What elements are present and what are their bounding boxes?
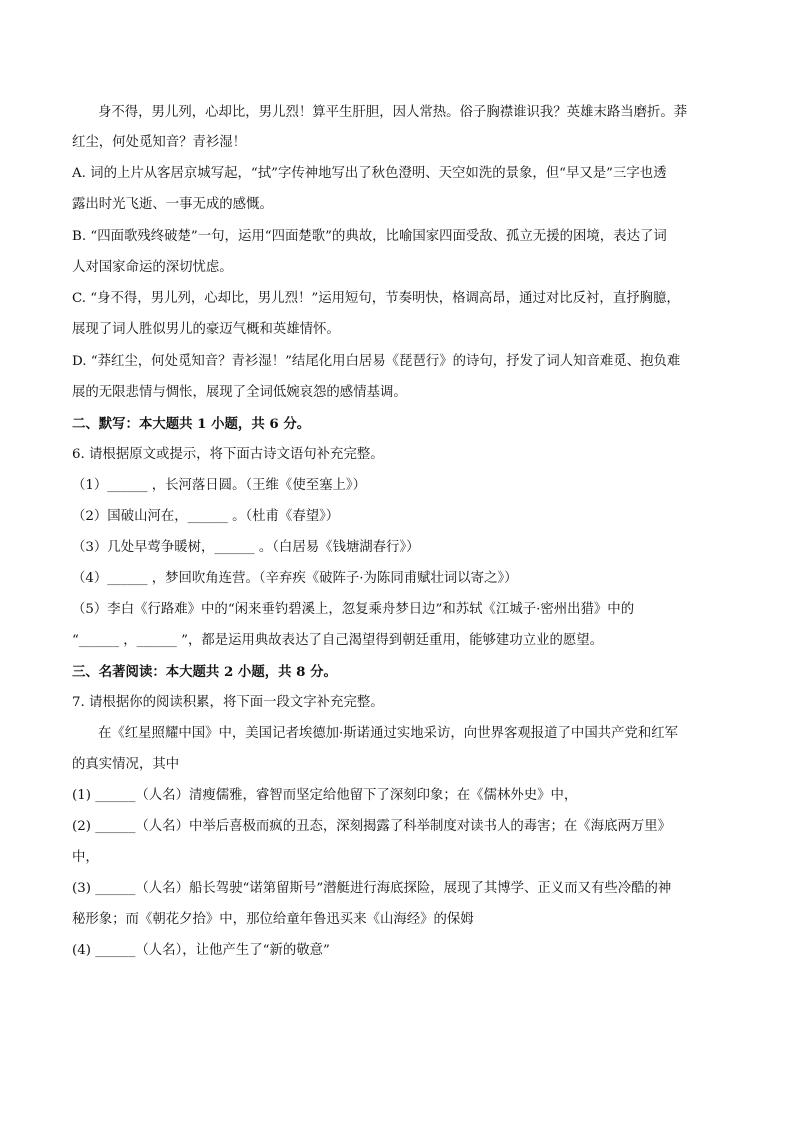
question-7-blank-2-line-1: (2) ______（人名）中举后喜极而疯的丑态，深刻揭露了科举制度对读书人的毒害；在《海底两万里》	[72, 819, 672, 834]
question-6-item-3: （3）几处早莺争暖树，______ 。（白居易《钱塘湖春行》）	[72, 540, 420, 555]
option-d-line-2: 展的无限悲情与惆怅，展现了全词低婉哀怨的感情基调。	[72, 385, 407, 400]
question-6-item-1: （1）______ ，长河落日圆。（王维《使至塞上》）	[72, 478, 366, 493]
question-7-blank-4: (4) ______（人名），让他产生了“新的敬意”	[72, 943, 330, 958]
question-7-blank-3-line-2: 秘形象；而《朝花夕拾》中，那位给童年鲁迅买来《山海经》的保姆	[72, 912, 474, 927]
option-a-line-1: A. 词的上片从客居京城写起，“拭”字传神地写出了秋色澄明、天空如洗的景象，但“早又是”三字也透	[72, 166, 667, 181]
question-6-item-5-line-1: （5）李白《行路难》中的“闲来垂钓碧溪上，忽复乘舟梦日边”和苏轼《江城子·密州出猎》中的	[72, 602, 635, 617]
question-6-item-5-line-2: “______ ，______ ”，都是运用典故表达了自己渴望得到朝廷重用，能够建功立业的愿望。	[72, 633, 604, 648]
poem-text-line-1: 身不得，男儿列，心却比，男儿烈！算平生肝胆，因人常热。俗子胸襟谁识我？英雄末路当磨折。莽	[98, 105, 688, 120]
question-6-prompt: 6. 请根据原文或提示，将下面古诗文语句补充完整。	[72, 447, 384, 462]
question-7-paragraph-line-2: 的真实情况，其中	[72, 757, 180, 772]
question-7-blank-2-line-2: 中，	[72, 850, 99, 865]
option-b-line-2: 人对国家命运的深切忧虑。	[72, 260, 233, 275]
section-heading-classics: 三、名著阅读：本大题共 2 小题，共 8 分。	[72, 664, 337, 680]
option-d-line-1: D. “莽红尘，何处觅知音？青衫湿！”结尾化用白居易《琵琶行》的诗句，抒发了词人知音难觅、抱负难	[72, 354, 681, 369]
poem-text-line-2: 红尘，何处觅知音？青衫湿！	[72, 135, 247, 150]
option-c-line-1: C. “身不得，男儿列，心却比，男儿烈！”运用短句，节奏明快，格调高昂，通过对比反衬，直抒胸臆，	[72, 291, 680, 306]
option-b-line-1: B. “四面歌残终破楚”一句，运用“四面楚歌”的典故，比喻国家四面受敌、孤立无援的困境，表达了词	[72, 229, 667, 244]
option-a-line-2: 露出时光飞逝、一事无成的感慨。	[72, 197, 273, 212]
question-7-blank-3-line-1: (3) ______（人名）船长驾驶“诺第留斯号”潜艇进行海底探险，展现了其博学、正义而又有些冷酷的神	[72, 881, 672, 896]
section-heading-dictation: 二、默写：本大题共 1 小题，共 6 分。	[72, 416, 311, 432]
question-7-paragraph-line-1: 在《红星照耀中国》中，美国记者埃德加·斯诺通过实地采访，向世界客观报道了中国共产党和红军	[98, 726, 679, 741]
question-7-prompt: 7. 请根据你的阅读积累，将下面一段文字补充完整。	[72, 695, 384, 710]
question-6-item-2: （2）国破山河在，______ 。（杜甫《春望》）	[72, 509, 340, 524]
question-7-blank-1: (1) ______（人名）清瘦儒雅，睿智而坚定给他留下了深刻印象；在《儒林外史》中，	[72, 788, 578, 803]
question-6-item-4: （4）______ ，梦回吹角连营。（辛弃疾《破阵子·为陈同甫赋壮词以寄之》）	[72, 571, 518, 586]
option-c-line-2: 展现了词人胜似男儿的豪迈气概和英雄情怀。	[72, 322, 340, 337]
